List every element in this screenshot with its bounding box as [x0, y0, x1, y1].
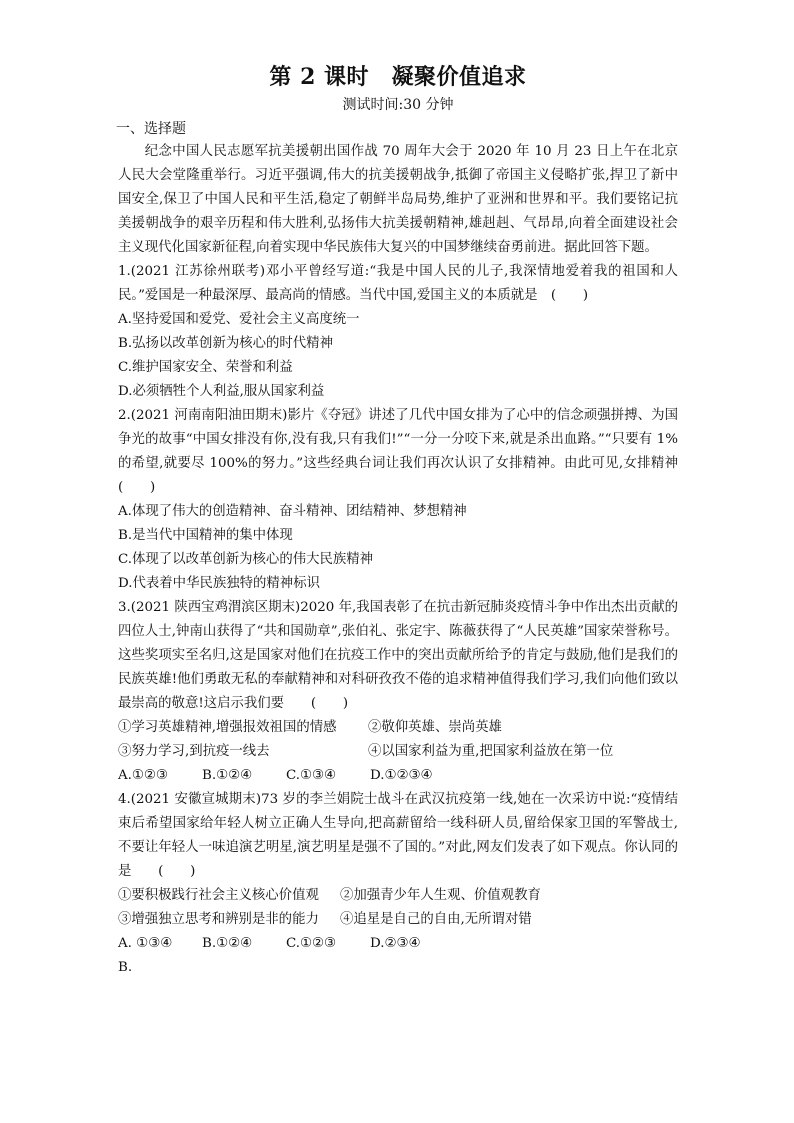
- answer-choices: [118, 932, 678, 956]
- answer-choices: [118, 764, 678, 788]
- choice-c: C.①③④: [286, 768, 337, 783]
- statement-grid: [118, 716, 678, 764]
- statement-4: ④以国家利益为重,把国家利益放在第一位: [368, 744, 614, 759]
- question-stem: 2.(2021 河南南阳油田期末)影片《夺冠》讲述了几代中国女排为了心中的信念顽强拼搏、为国争光的故事“中国女排没有你,没有我,只有我们!”“一分一分咬下来,就是杀出血路。”“只要有 1%的希望,就要尽 100%的努力。”这些经典台词让我们再次认识了女排精神。由此可见,女排精神 ( ): [118, 408, 692, 495]
- statement-1: ①学习英雄精神,增强报效祖国的情感: [118, 720, 337, 735]
- statement-2: ②加强青少年人生观、价值观教育: [340, 888, 541, 903]
- statement-3: ③努力学习,到抗疫一线去: [118, 744, 270, 759]
- question-3: [118, 596, 678, 788]
- choice-d: D.①②③④: [370, 768, 433, 783]
- choice-b: B.①②④: [202, 768, 253, 783]
- question-2: [118, 404, 692, 596]
- option-a: A.坚持爱国和爱党、爱社会主义高度统一: [118, 312, 360, 327]
- statement-3: ③增强独立思考和辨别是非的能力: [118, 912, 319, 927]
- statement-grid: [118, 884, 678, 932]
- question-4: [118, 788, 678, 956]
- option-d: D.代表着中华民族独特的精神标识: [118, 576, 320, 591]
- page-title: 第 2 课时 凝聚价值追求: [269, 64, 527, 90]
- question-stem: 1.(2021 江苏徐州联考)邓小平曾经写道:“我是中国人民的儿子,我深情地爱着我的祖国和人民。”爱国是一种最深厚、最高尚的情感。当代中国,爱国主义的本质就是 ( ): [118, 264, 678, 303]
- document-page: [116, 60, 692, 980]
- statement-1: ①要积极践行社会主义核心价值观: [118, 888, 319, 903]
- option-b: B.是当代中国精神的集中体现: [118, 528, 293, 543]
- answer-line: B.: [118, 960, 133, 975]
- option-a: A.体现了伟大的创造精神、奋斗精神、团结精神、梦想精神: [118, 504, 467, 519]
- option-c: C.体现了以改革创新为核心的伟大民族精神: [118, 552, 374, 567]
- choice-b: B.①②④: [202, 936, 253, 951]
- statement-4: ④追星是自己的自由,无所谓对错: [340, 912, 532, 927]
- statement-2: ②敬仰英雄、崇尚英雄: [368, 720, 502, 735]
- option-c: C.维护国家安全、荣誉和利益: [118, 360, 293, 375]
- option-b: B.弘扬以改革创新为核心的时代精神: [118, 336, 333, 351]
- section-heading: 一、选择题: [116, 121, 186, 137]
- choice-c: C.①②③: [286, 936, 337, 951]
- test-time: 测试时间:30 分钟: [342, 97, 454, 113]
- choice-a: A.①②③: [118, 768, 168, 783]
- choice-a: A. ①③④: [118, 936, 173, 951]
- question-stem: 4.(2021 安徽宣城期末)73 岁的李兰娟院士战斗在武汉抗疫第一线,她在一次采访中说:“疫情结束后希望国家给年轻人树立正确人生导向,把高薪留给一线科研人员,留给保家卫国的军警战士,不要让年轻人一味追演艺明星,演艺明星是强不了国的。”对此,网友们发表了如下观点。你认同的是 ( ): [118, 792, 678, 879]
- reading-passage: 纪念中国人民志愿军抗美援朝出国作战 70 周年大会于 2020 年 10 月 23 日上午在北京人民大会堂隆重举行。习近平强调,伟大的抗美援朝战争,抵御了帝国主义侵略扩张,捍卫了新中国安全,保卫了中国人民和平生活,稳定了朝鲜半岛局势,维护了亚洲和世界和平。我们要铭记抗美援朝战争的艰辛历程和伟大胜利,弘扬伟大抗美援朝精神,雄赳赳、气昂昂,向着全面建设社会主义现代化国家新征程,向着实现中华民族伟大复兴的中国梦继续奋勇前进。据此回答下题。: [118, 144, 678, 255]
- choice-d: D.②③④: [370, 936, 421, 951]
- question-stem: 3.(2021 陕西宝鸡渭滨区期末)2020 年,我国表彰了在抗击新冠肺炎疫情斗争中作出杰出贡献的四位人士,钟南山获得了“共和国勋章”,张伯礼、张定宇、陈薇获得了“人民英雄”国家荣誉称号。这些奖项实至名归,这是国家对他们在抗疫工作中的突出贡献所给予的肯定与鼓励,他们是我们的民族英雄!他们勇敢无私的奉献精神和对科研孜孜不倦的追求精神值得我们学习,我们向他们致以最崇高的敬意!这启示我们要 ( ): [118, 600, 678, 711]
- question-1: [118, 260, 678, 404]
- option-d: D.必须牺牲个人利益,服从国家利益: [118, 384, 325, 399]
